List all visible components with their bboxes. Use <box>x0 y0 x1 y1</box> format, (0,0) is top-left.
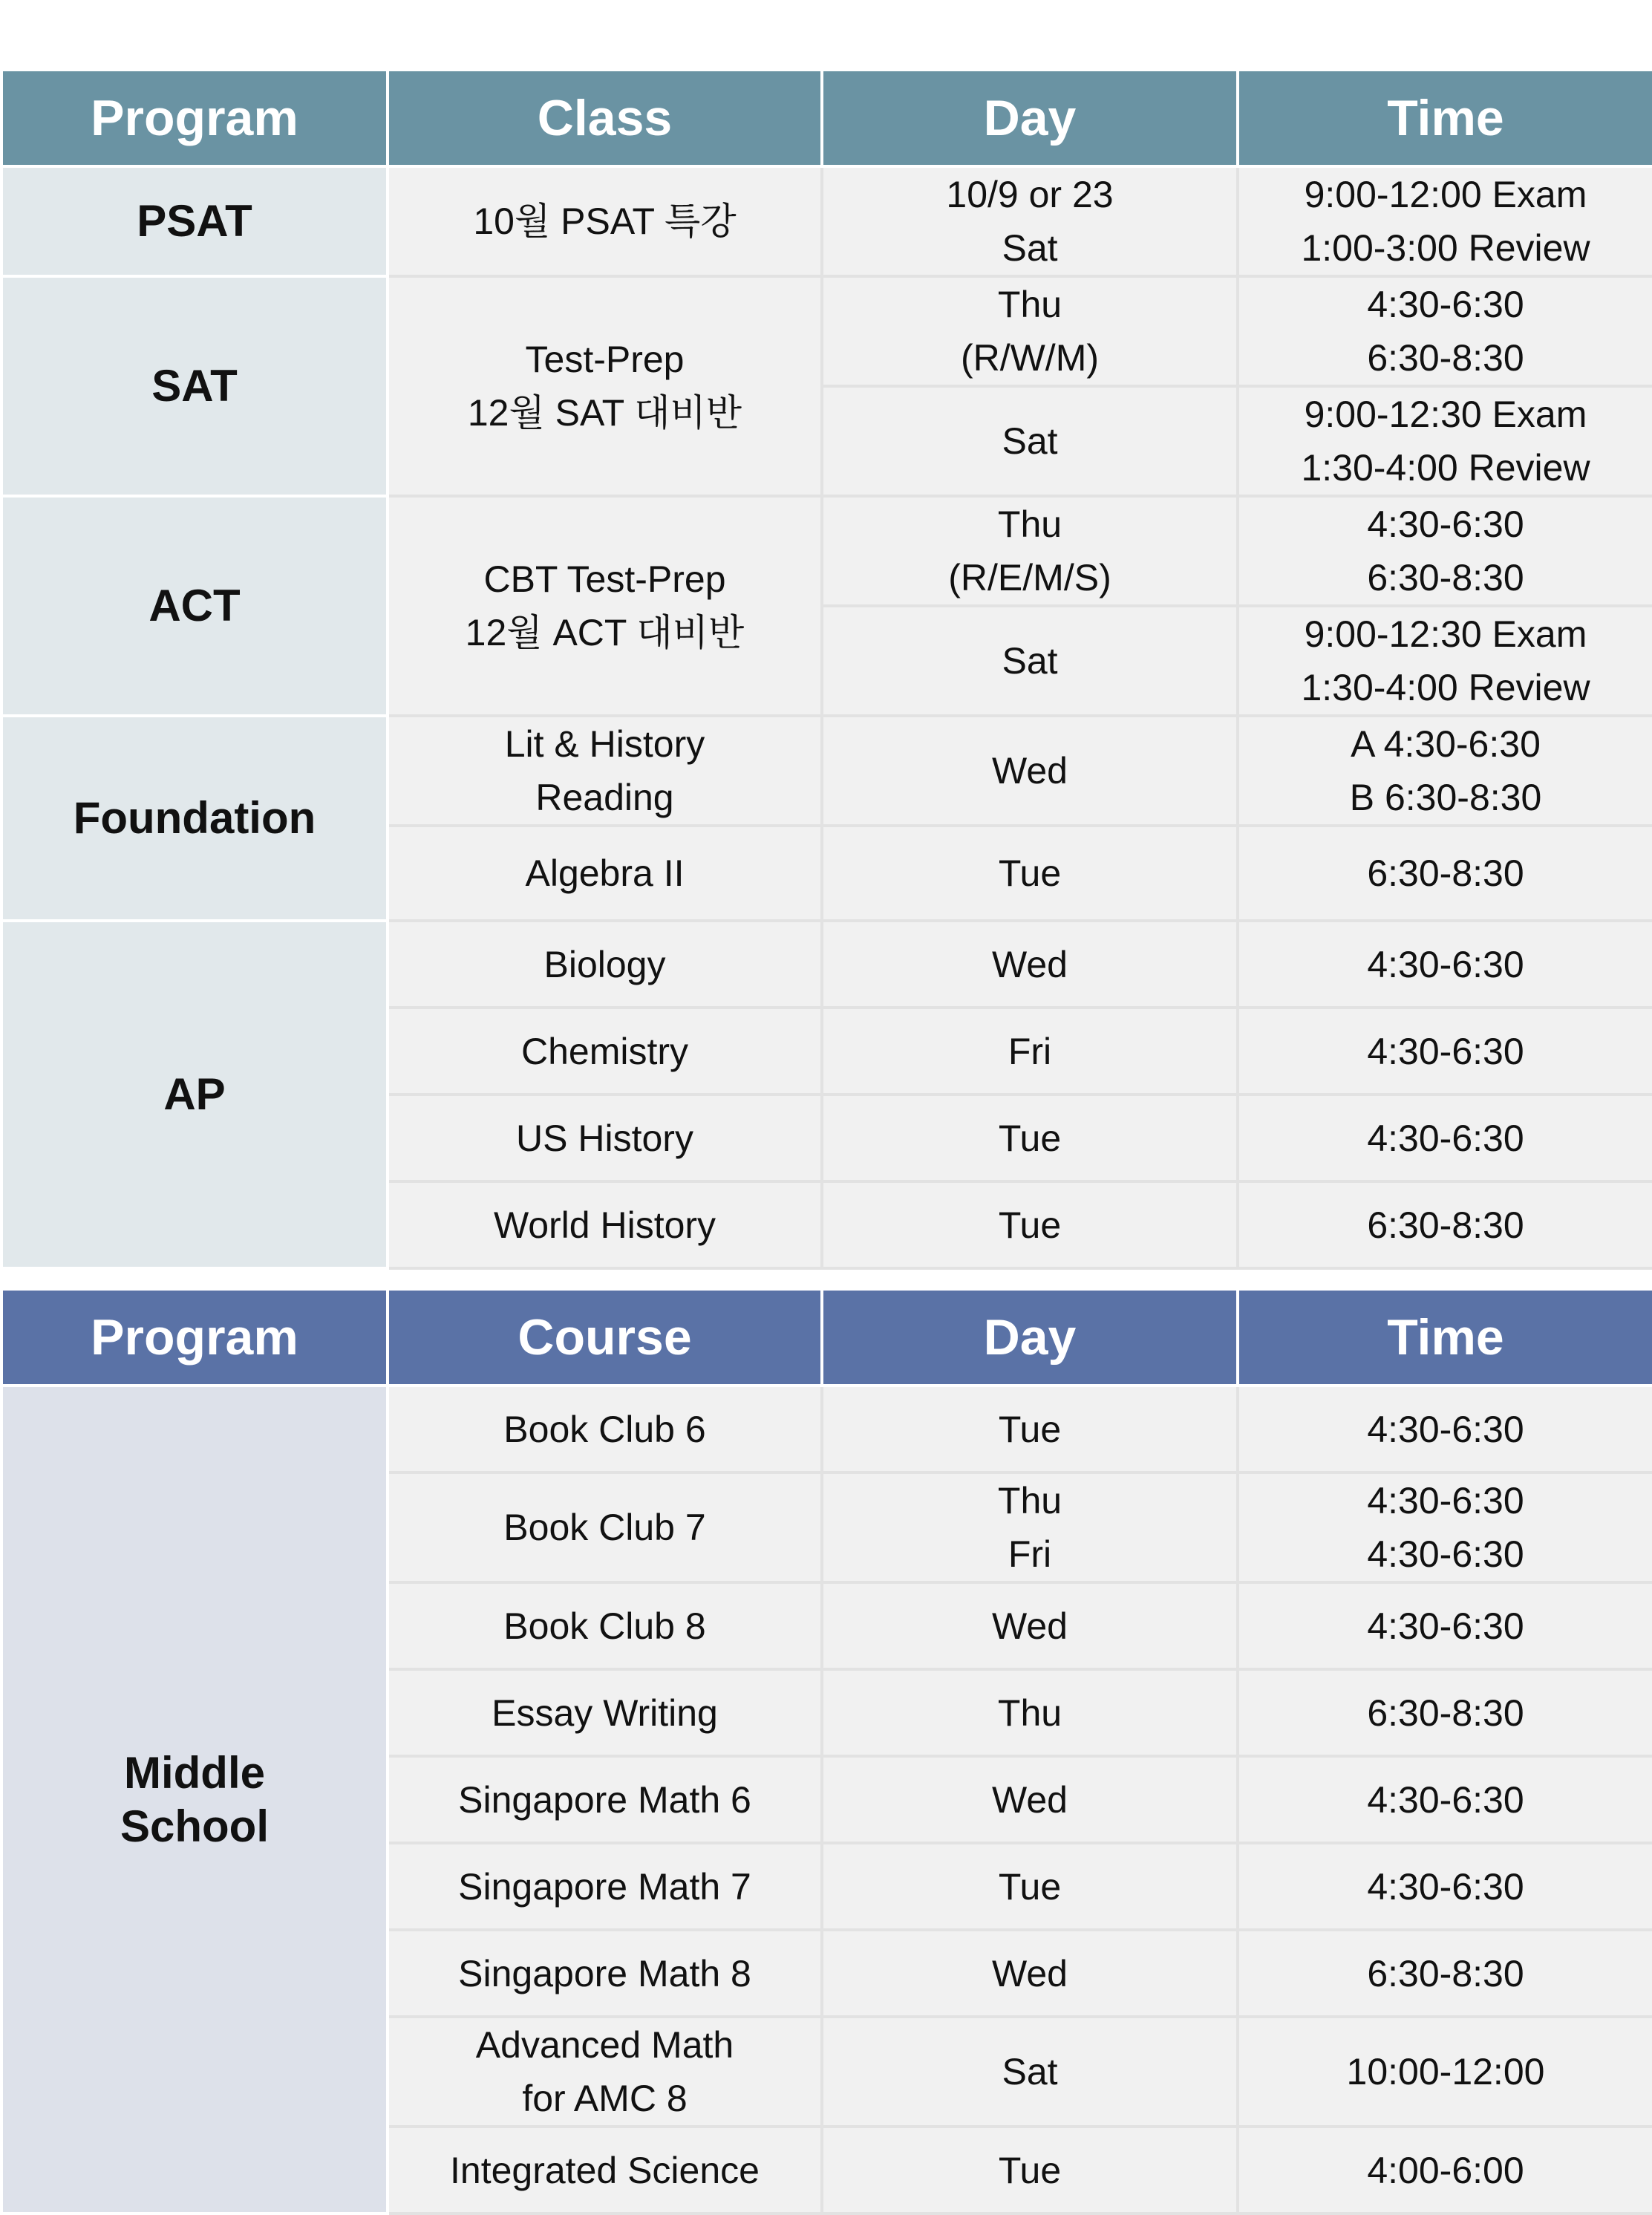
time-cell: 9:00-12:30 Exam 1:30-4:00 Review <box>1238 606 1652 716</box>
table-row <box>1 921 1652 1008</box>
time-cell: 4:30-6:30 <box>1238 1582 1652 1669</box>
day-cell: Wed <box>822 1930 1238 2017</box>
time-cell: 9:00-12:30 Exam 1:30-4:00 Review <box>1238 386 1652 496</box>
time-cell: A 4:30-6:30 B 6:30-8:30 <box>1238 716 1652 826</box>
time-cell: 6:30-8:30 <box>1238 826 1652 921</box>
header-row <box>1 70 1652 166</box>
time-cell: 4:30-6:30 6:30-8:30 <box>1238 276 1652 386</box>
time-cell: 4:30-6:30 4:30-6:30 <box>1238 1472 1652 1582</box>
day-cell: Sat <box>822 606 1238 716</box>
class-cell: Biology <box>388 921 822 1008</box>
day-cell: 10/9 or 23 Sat <box>822 166 1238 276</box>
header-day: Day <box>822 70 1238 166</box>
course-cell: Essay Writing <box>388 1669 822 1756</box>
day-cell: Wed <box>822 1582 1238 1669</box>
day-cell: Tue <box>822 1843 1238 1930</box>
table-row <box>1 276 1652 386</box>
class-cell: Test-Prep 12월 SAT 대비반 <box>388 276 822 496</box>
program-sat: SAT <box>1 276 388 496</box>
class-cell: CBT Test-Prep 12월 ACT 대비반 <box>388 496 822 716</box>
class-cell: Chemistry <box>388 1008 822 1095</box>
day-cell: Thu Fri <box>822 1472 1238 1582</box>
course-cell: Book Club 8 <box>388 1582 822 1669</box>
day-cell: Tue <box>822 1386 1238 1472</box>
day-cell: Tue <box>822 826 1238 921</box>
time-cell: 9:00-12:00 Exam 1:00-3:00 Review <box>1238 166 1652 276</box>
time-cell: 4:00-6:00 <box>1238 2127 1652 2214</box>
day-cell: Fri <box>822 1008 1238 1095</box>
class-cell: US History <box>388 1095 822 1181</box>
program-foundation: Foundation <box>1 716 388 921</box>
time-cell: 4:30-6:30 <box>1238 1008 1652 1095</box>
day-cell: Thu (R/W/M) <box>822 276 1238 386</box>
time-cell: 4:30-6:30 <box>1238 1843 1652 1930</box>
time-cell: 10:00-12:00 <box>1238 2017 1652 2127</box>
header-time: Time <box>1238 70 1652 166</box>
day-cell: Thu <box>822 1669 1238 1756</box>
day-cell: Sat <box>822 2017 1238 2127</box>
course-cell: Singapore Math 8 <box>388 1930 822 2017</box>
day-cell: Thu (R/E/M/S) <box>822 496 1238 606</box>
day-cell: Tue <box>822 1181 1238 1268</box>
course-cell: Book Club 6 <box>388 1386 822 1472</box>
day-cell: Tue <box>822 2127 1238 2214</box>
course-cell: Advanced Math for AMC 8 <box>388 2017 822 2127</box>
time-cell: 4:30-6:30 <box>1238 1095 1652 1181</box>
table-row <box>1 716 1652 826</box>
header-program: Program <box>1 1289 388 1386</box>
course-cell: Book Club 7 <box>388 1472 822 1582</box>
day-cell: Wed <box>822 716 1238 826</box>
class-cell: 10월 PSAT 특강 <box>388 166 822 276</box>
header-program: Program <box>1 70 388 166</box>
course-cell: Singapore Math 6 <box>388 1756 822 1843</box>
time-cell: 4:30-6:30 <box>1238 1386 1652 1472</box>
high-school-schedule-table <box>0 68 1652 1270</box>
class-cell: Algebra II <box>388 826 822 921</box>
header-time: Time <box>1238 1289 1652 1386</box>
day-cell: Wed <box>822 921 1238 1008</box>
program-ap: AP <box>1 921 388 1268</box>
time-cell: 6:30-8:30 <box>1238 1181 1652 1268</box>
day-cell: Wed <box>822 1756 1238 1843</box>
header-day: Day <box>822 1289 1238 1386</box>
course-cell: Integrated Science <box>388 2127 822 2214</box>
time-cell: 4:30-6:30 <box>1238 1756 1652 1843</box>
course-cell: Singapore Math 7 <box>388 1843 822 1930</box>
program-act: ACT <box>1 496 388 716</box>
header-row <box>1 1289 1652 1386</box>
time-cell: 4:30-6:30 6:30-8:30 <box>1238 496 1652 606</box>
time-cell: 6:30-8:30 <box>1238 1669 1652 1756</box>
day-cell: Tue <box>822 1095 1238 1181</box>
time-cell: 4:30-6:30 <box>1238 921 1652 1008</box>
table-row <box>1 1386 1652 1472</box>
table-row <box>1 496 1652 606</box>
table-row <box>1 166 1652 276</box>
class-cell: Lit & History Reading <box>388 716 822 826</box>
class-cell: World History <box>388 1181 822 1268</box>
time-cell: 6:30-8:30 <box>1238 1930 1652 2017</box>
middle-school-schedule-table <box>0 1288 1652 2215</box>
header-class: Class <box>388 70 822 166</box>
day-cell: Sat <box>822 386 1238 496</box>
header-course: Course <box>388 1289 822 1386</box>
program-psat: PSAT <box>1 166 388 276</box>
program-middle-school: Middle School <box>1 1386 388 2214</box>
